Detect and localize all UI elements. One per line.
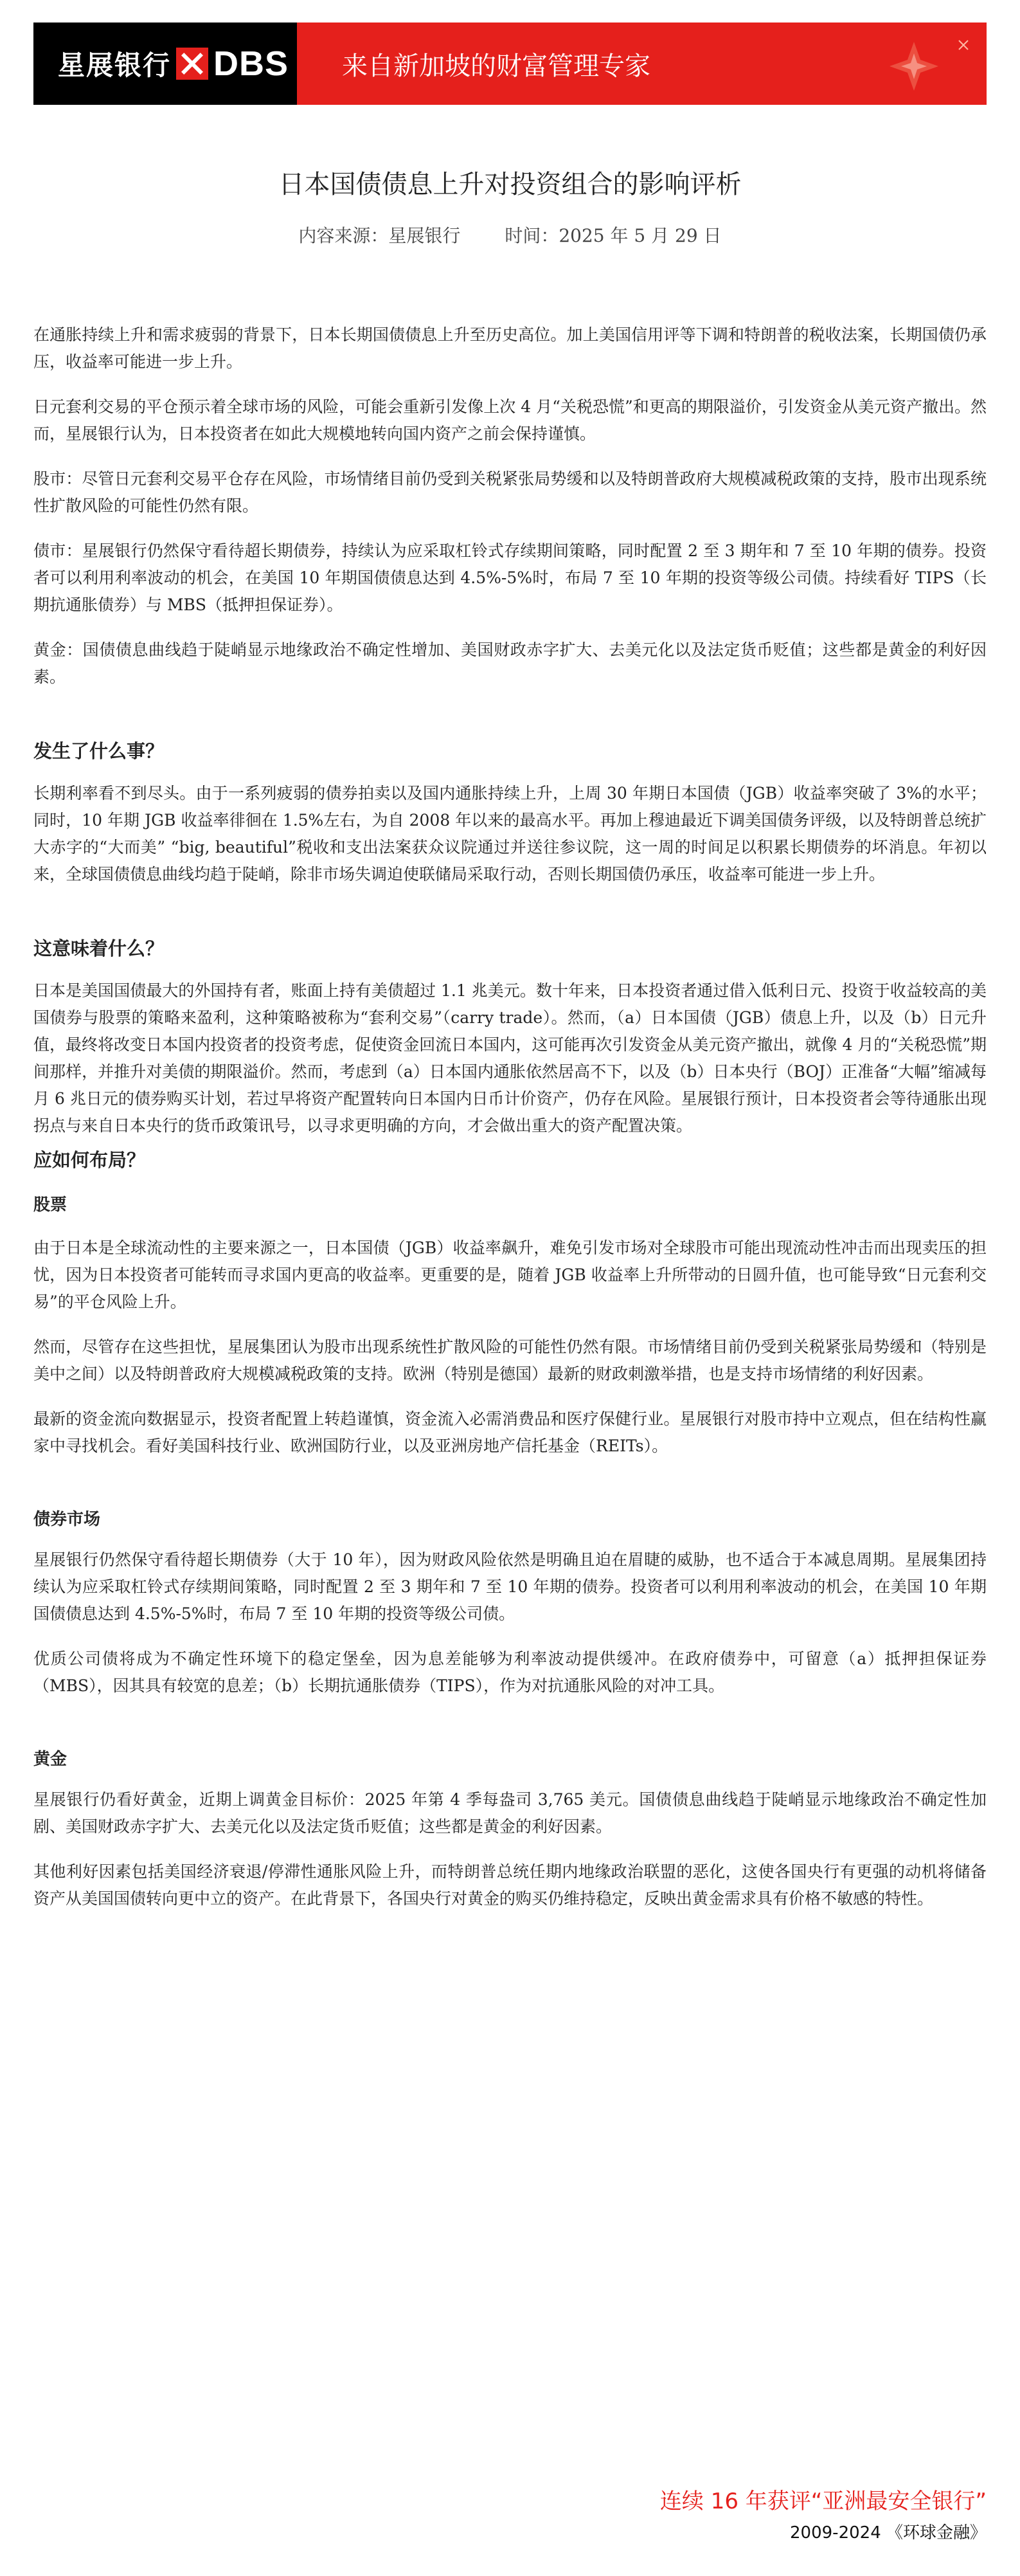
summary-paragraph: 黄金：国债债息曲线趋于陡峭显示地缘政治不确定性增加、美国财政赤字扩大、去美元化以及法定货币贬值；这些都是黄金的利好因素。 — [33, 640, 987, 686]
summary-paragraph: 股市：尽管日元套利交易平仓存在风险，市场情绪目前仍受到关税紧张局势缓和以及特朗普政府大规模减税政策的支持，股市出现系统性扩散风险的可能性仍然有限。 — [33, 469, 987, 515]
section-paragraph: 最新的资金流向数据显示，投资者配置上转趋谨慎，资金流入必需消费品和医疗保健行业。星展银行对股市持中立观点，但在结构性赢家中寻找机会。看好美国科技行业、欧洲国防行业，以及亚洲房地产信托基金（REITs）。 — [33, 1410, 987, 1455]
section-paragraph: 星展银行仍看好黄金，近期上调黄金目标价：2025 年第 4 季每盎司 3,765 美元。国债债息曲线趋于陡峭显示地缘政治不确定性加剧、美国财政赤字扩大、去美元化以及法定货币贬值；这些都是黄金的利好因素。 — [33, 1790, 987, 1836]
summary-paragraph: 在通胀持续上升和需求疲弱的背景下，日本长期国债债息上升至历史高位。加上美国信用评等下调和特朗普的税收法案，长期国债仍承压，收益率可能进一步上升。 — [33, 325, 987, 371]
section-paragraph: 其他利好因素包括美国经济衰退/停滞性通胀风险上升，而特朗普总统任期内地缘政治联盟的恶化，这使各国央行有更强的动机将储备资产从美国国债转向更中立的资产。在此背景下，各国央行对黄金的购买仍维持稳定，反映出黄金需求具有价格不敏感的特性。 — [33, 1862, 987, 1908]
summary-section — [33, 322, 987, 691]
article-source: 内容来源：星展银行 — [298, 225, 461, 246]
section-paragraph: 由于日本是全球流动性的主要来源之一，日本国债（JGB）收益率飙升，难免引发市场对全球股市可能出现流动性冲击而出现卖压的担忧，因为日本投资者可能转而寻求国内更高的收益率。更重要的是，随着 JGB 收益率上升所带动的日圆升值，也可能导致“日元套利交易”的平仓风险上升。 — [33, 1238, 987, 1311]
dbs-logo — [33, 23, 297, 105]
article-date: 时间：2025 年 5 月 29 日 — [505, 225, 722, 246]
footer-award-source: 2009-2024 《环球金融》 — [790, 2523, 987, 2543]
section-paragraph: 长期利率看不到尽头。由于一系列疲弱的债券拍卖以及国内通胀持续上升，上周 30 年期日本国债（JGB）收益率突破了 3%的水平；同时，10 年期 JGB 收益率徘徊在 1.5%左右，为自 2008 年以来的最高水平。再加上穆迪最近下调美国债务评级，以及特朗普总统扩大赤字的“大而美” “big, beautiful”税收和支出法案获众议院通过并送往参议院，这一周的时间足以积累长期债券的坏消息。年初以来，全球国债债息曲线均趋于陡峭，除非市场失调迫使联储局采取行动，否则长期国债仍承压，收益率可能进一步上升。 — [33, 784, 987, 884]
article-meta — [0, 222, 1020, 248]
section-heading-what-happened: 发生了什么事？ — [33, 740, 165, 762]
banner-tagline: 来自新加坡的财富管理专家 — [342, 51, 650, 81]
section-paragraph: 优质公司债将成为不确定性环境下的稳定堡垒，因为息差能够为利率波动提供缓冲。在政府债券中，可留意（a）抵押担保证券（MBS），因其具有较宽的息差；（b）长期抗通胀债券（TIPS），作为对抗通胀风险的对冲工具。 — [33, 1649, 987, 1695]
summary-paragraph: 日元套利交易的平仓预示着全球市场的风险，可能会重新引发像上次 4 月“关税恐慌”和更高的期限溢价，引发资金从美元资产撤出。然而，星展银行认为，日本投资者在如此大规模地转向国内资产之前会保持谨慎。 — [33, 397, 987, 443]
section-paragraph: 然而，尽管存在这些担忧，星展集团认为股市出现系统性扩散风险的可能性仍然有限。市场情绪目前仍受到关税紧张局势缓和（特别是美中之间）以及特朗普政府大规模减税政策的支持。欧洲（特别是德国）最新的财政刺激举措，也是支持市场情绪的利好因素。 — [33, 1338, 987, 1383]
summary-paragraph: 债市：星展银行仍然保守看待超长期债券，持续认为应采取杠铃式存续期间策略，同时配置 2 至 3 期年和 7 至 10 年期的债券。投资者可以利用利率波动的机会，在美国 10 年期国债债息达到 4.5%-5%时，布局 7 至 10 年期的投资等级公司债。持续看好 TIPS（长期抗通胀债券）与 MBS（抵押担保证券）。 — [33, 541, 987, 614]
header-banner — [33, 23, 987, 105]
subsection-heading-equities: 股票 — [33, 1195, 67, 1215]
section-paragraph: 日本是美国国债最大的外国持有者，账面上持有美债超过 1.1 兆美元。数十年来，日本投资者通过借入低利日元、投资于收益较高的美国债券与股票的策略来盈利，这种策略被称为“套利交易”（carry trade）。然而，（a）日本国债（JGB）债息上升，以及（b）日元升值，最终将改变日本国内投资者的投资考虑，促使资金回流日本国内，这可能再次引发资金从美元资产撤出，就像 4 月的“关税恐慌”期间那样，并推升对美债的期限溢价。然而，考虑到（a）日本国内通胀依然居高不下，以及（b）日本央行（BOJ）正准备“大幅”缩减每月 6 兆日元的债券购买计划，若过早将资产配置转向日本国内日币计价资产，仍存在风险。星展银行预计，日本投资者会等待通胀出现拐点与来自日本央行的货币政策讯号，以寻求更明确的方向，才会做出重大的资产配置决策。 — [33, 981, 987, 1135]
subsection-heading-gold: 黄金 — [33, 1750, 67, 1769]
section-heading-positioning: 应如何布局？ — [33, 1149, 146, 1171]
article-body — [33, 322, 987, 1930]
section-heading-what-it-means: 这意味着什么？ — [33, 938, 165, 959]
sparkle-decoration-icon — [863, 23, 987, 105]
dbs-x-icon — [176, 48, 208, 80]
logo-chinese-name: 星展银行 — [58, 50, 172, 81]
page-title: 日本国债债息上升对投资组合的影响评析 — [278, 170, 742, 199]
subsection-heading-bonds: 债券市场 — [33, 1510, 101, 1529]
logo-english-name: DBS — [213, 44, 289, 83]
banner-tagline-area — [297, 23, 987, 105]
footer-award: 连续 16 年获评“亚洲最安全银行” — [659, 2489, 987, 2514]
section-paragraph: 星展银行仍然保守看待超长期债券（大于 10 年），因为财政风险依然是明确且迫在眉睫的威胁，也不适合于本减息周期。星展集团持续认为应采取杠铃式存续期间策略，同时配置 2 至 3 期年和 7 至 10 年期的债券。投资者可以利用利率波动的机会，在美国 10 年期国债债息达到 4.5%-5%时，布局 7 至 10 年期的投资等级公司债。 — [33, 1550, 987, 1623]
